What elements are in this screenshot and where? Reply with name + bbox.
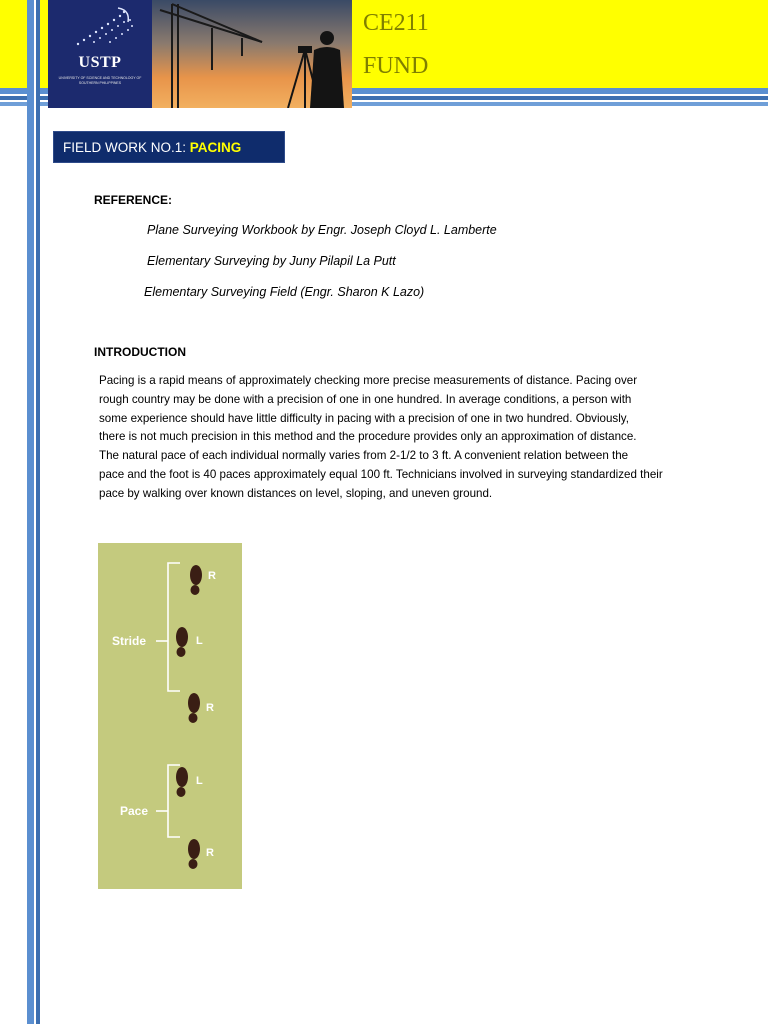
reference-item: Elementary Surveying by Juny Pilapil La Putt: [147, 254, 396, 268]
introduction-heading: INTRODUCTION: [94, 345, 186, 359]
logo-name: USTP: [78, 54, 122, 71]
introduction-paragraph: [99, 372, 719, 504]
stride-pace-diagram: [98, 543, 242, 889]
stride-label: Stride: [112, 634, 147, 648]
crane-surveyor-image: [152, 0, 352, 108]
reference-item: Elementary Surveying Field (Engr. Sharon K Lazo): [144, 285, 425, 299]
intro-line: there is not much precision in this method and the procedure provides only an approximation of distance.: [99, 430, 637, 444]
intro-line: pace and the foot is 40 paces approximately equal 100 ft. Technicians involved in surveying standardized their: [99, 467, 663, 481]
intro-line: some experience should have little difficulty in pacing with a precision of one in two hundred. Obviously,: [99, 411, 629, 425]
header-photo: [152, 0, 352, 108]
foot-label-right: R: [206, 702, 214, 714]
intro-line: rough country may be done with a precision of one in one hundred. In average conditions, a person with: [99, 392, 632, 406]
foot-label-right: R: [208, 570, 216, 582]
pacing-figure: [98, 543, 242, 889]
fieldwork-title: [53, 131, 285, 163]
course-title: FUND: [363, 53, 429, 79]
intro-line: The natural pace of each individual normally varies from 2-1/2 to 3 ft. A convenient relation between the: [99, 449, 629, 463]
foot-label-left: L: [196, 635, 203, 647]
pace-label: Pace: [120, 804, 149, 818]
intro-line: pace by walking over known distances on level, sloping, and uneven ground.: [99, 486, 493, 500]
ustp-logo: [48, 0, 152, 108]
fieldwork-topic: PACING: [189, 140, 242, 155]
foot-label-right: R: [206, 847, 214, 859]
reference-heading: REFERENCE:: [94, 193, 173, 207]
left-margin-bar: [27, 0, 34, 1024]
logo-emblem-icon: [48, 0, 152, 54]
logo-subtitle: UNIVERSITY OF SCIENCE AND TECHNOLOGY OF SOUTHERN PHILIPPINES: [58, 76, 142, 85]
footprint-icons: [176, 565, 202, 869]
foot-label-left: L: [196, 775, 203, 787]
course-code: CE211: [363, 10, 429, 36]
reference-item: Plane Surveying Workbook by Engr. Joseph Cloyd L. Lamberte: [147, 223, 497, 237]
fieldwork-prefix: FIELD WORK NO.1:: [63, 140, 190, 155]
left-margin-bar: [36, 0, 40, 1024]
intro-line: Pacing is a rapid means of approximately checking more precise measurements of distance. Pacing over: [99, 374, 638, 387]
